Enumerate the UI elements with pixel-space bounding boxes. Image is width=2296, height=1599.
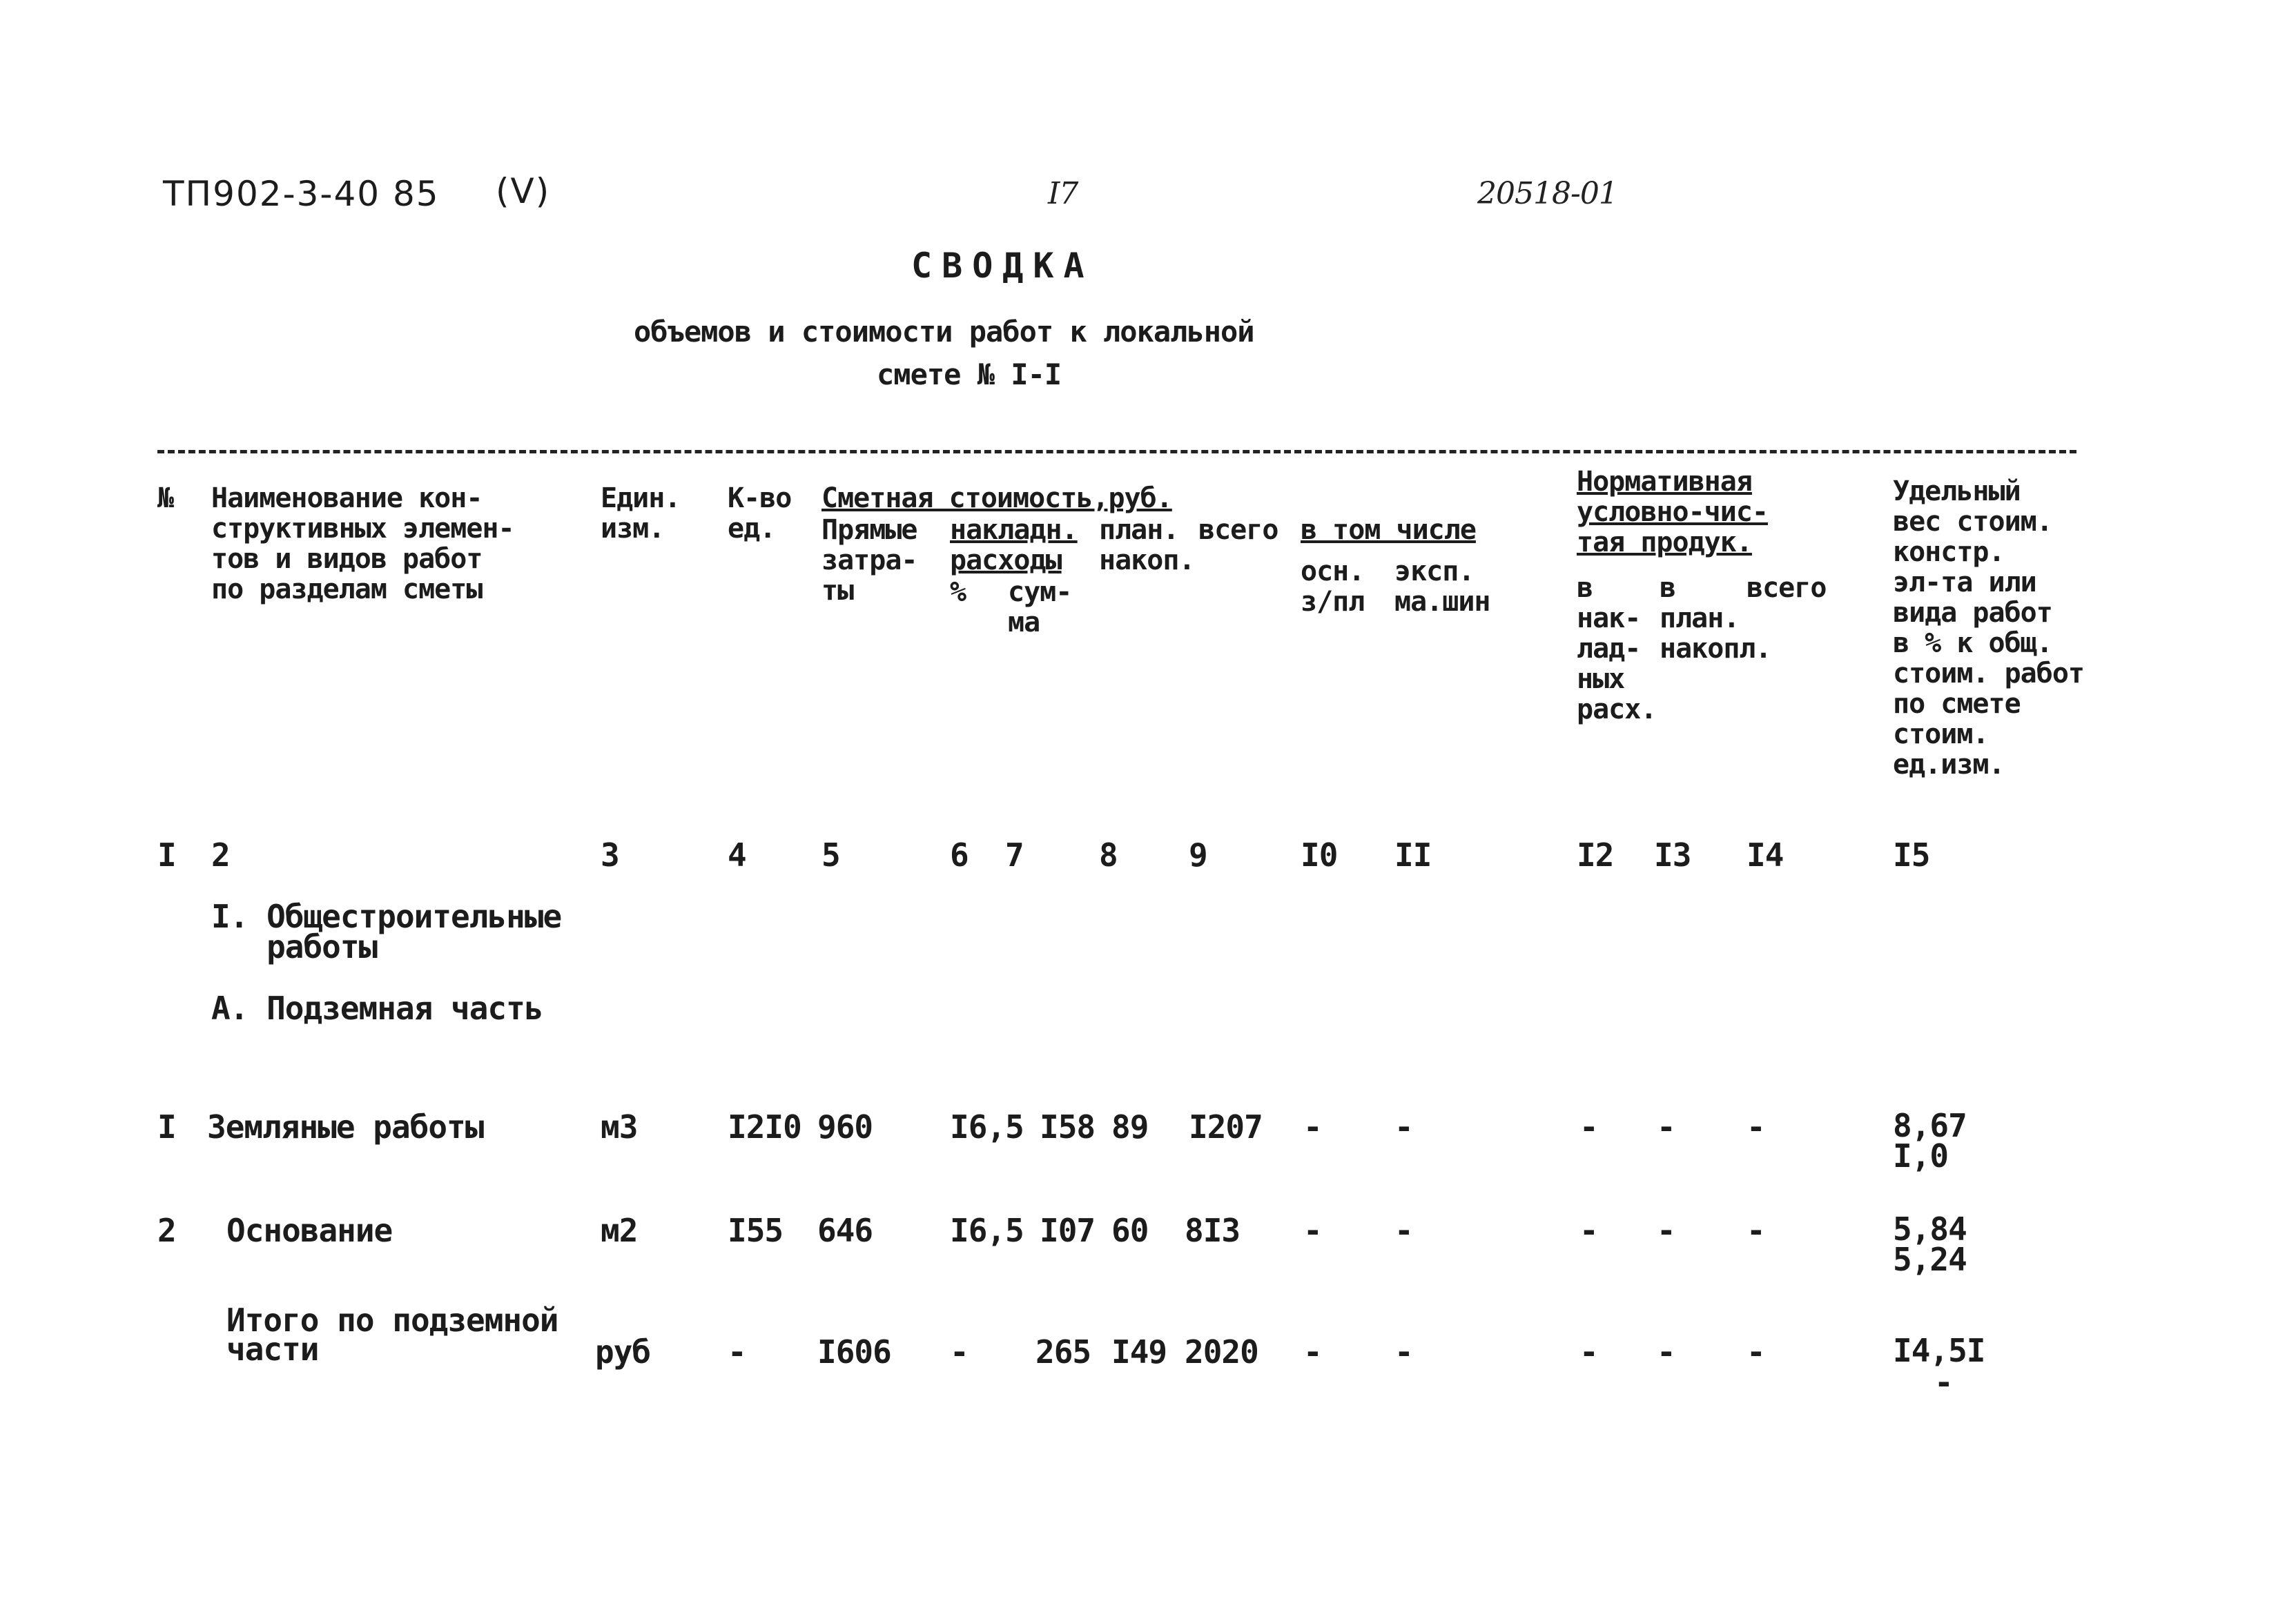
row2-total: 8I3	[1185, 1212, 1241, 1249]
doc-mark: (V)	[496, 171, 551, 211]
row2-qty: I55	[728, 1212, 784, 1249]
row1-overhead-sum: I58	[1040, 1108, 1096, 1146]
row1-c11: -	[1394, 1108, 1413, 1146]
total-row-c14: -	[1747, 1333, 1765, 1371]
table-top-divider	[157, 450, 2076, 453]
col-header-5: Прямые затра- ты	[821, 514, 917, 607]
col-header-6: %	[950, 576, 966, 608]
total-row-c13: -	[1657, 1333, 1675, 1371]
total-row-plan: I49	[1111, 1333, 1167, 1371]
row1-name: Земляные работы	[207, 1108, 484, 1146]
total-row-overhead-sum: 265	[1035, 1333, 1091, 1371]
row2-share-unit: 5,24	[1893, 1241, 1967, 1278]
row1-share-unit: I,0	[1893, 1137, 1949, 1175]
row1-c10: -	[1303, 1108, 1322, 1146]
row2-plan: 60	[1111, 1212, 1149, 1249]
col-group-cost: Сметная стоимость,руб.	[821, 482, 1172, 514]
total-row-qty: -	[728, 1333, 746, 1371]
row2-c12: -	[1579, 1212, 1598, 1249]
col-header-15: Удельный вес стоим. констр. эл-та или вида работ в % к общ. стоим. работ по смете стоим. ед.изм.	[1893, 475, 2084, 781]
total-row-name: Итого по подземной части	[226, 1302, 558, 1368]
col-number-8: 8	[1099, 836, 1118, 874]
row2-c14: -	[1747, 1212, 1765, 1249]
total-row-direct: I606	[817, 1333, 891, 1371]
col-number-9: 9	[1189, 836, 1207, 874]
total-row-share-unit: -	[1934, 1364, 1953, 1401]
section-underground-part: А. Подземная часть	[211, 990, 543, 1027]
archive-number: 20518-01	[1477, 176, 1617, 211]
row1-direct: 960	[817, 1108, 873, 1146]
row1-qty: I2I0	[728, 1108, 801, 1146]
col-number-3: 3	[601, 836, 619, 874]
total-row-total: 2020	[1185, 1333, 1258, 1371]
row1-unit: м3	[601, 1108, 638, 1146]
col-group-including: в том числе	[1301, 514, 1476, 546]
doc-title: СВОДКА	[911, 246, 1094, 286]
col-header-1: №	[157, 482, 174, 514]
row1-share-pct: 8,67	[1893, 1107, 1967, 1144]
col-number-7: 7	[1005, 836, 1024, 874]
col-header-11: эксп. ма.шин	[1394, 556, 1490, 618]
col-header-12: в нак- лад- ных расх.	[1577, 572, 1657, 725]
row2-unit: м2	[601, 1212, 638, 1249]
row2-overhead-sum: I07	[1040, 1212, 1096, 1249]
row2-c11: -	[1394, 1212, 1413, 1249]
col-group-normative: Нормативная условно-чис- тая продук.	[1577, 466, 1768, 558]
col-header-2: Наименование кон- структивных элемен- тов и видов работ по разделам сметы	[211, 482, 514, 605]
row1-plan: 89	[1111, 1108, 1149, 1146]
col-header-4: К-во ед.	[728, 482, 792, 545]
col-number-13: I3	[1654, 836, 1691, 874]
col-number-6: 6	[950, 836, 969, 874]
row1-number: I	[157, 1108, 176, 1146]
col-number-11: II	[1394, 836, 1432, 874]
total-row-unit: руб	[595, 1333, 651, 1371]
col-header-8: план. накоп.	[1099, 514, 1195, 576]
col-number-4: 4	[728, 836, 746, 874]
col-number-10: I0	[1301, 836, 1338, 874]
col-header-9: всего	[1198, 514, 1278, 546]
doc-code: ТП902-3-40 85	[163, 174, 440, 214]
section-general-works: I. Общестроительные работы	[211, 898, 562, 965]
row2-overhead-pct: I6,5	[950, 1212, 1024, 1249]
total-row-c10: -	[1303, 1333, 1322, 1371]
row2-number: 2	[157, 1212, 176, 1249]
doc-subtitle-line2: смете № I-I	[877, 357, 1062, 391]
row2-c13: -	[1657, 1212, 1675, 1249]
col-number-5: 5	[821, 836, 840, 874]
col-header-10: осн. з/пл	[1301, 556, 1365, 618]
total-row-share-pct: I4,5I	[1893, 1332, 1985, 1369]
total-row-c12: -	[1579, 1333, 1598, 1371]
total-row-overhead-pct: -	[950, 1333, 969, 1371]
col-number-14: I4	[1747, 836, 1784, 874]
doc-subtitle-line1: объемов и стоимости работ к локальной	[634, 315, 1254, 349]
row1-overhead-pct: I6,5	[950, 1108, 1024, 1146]
row1-c14: -	[1747, 1108, 1765, 1146]
col-header-13: в план. накопл.	[1660, 572, 1771, 665]
row1-c13: -	[1657, 1108, 1675, 1146]
col-number-12: I2	[1577, 836, 1614, 874]
row1-total: I207	[1189, 1108, 1263, 1146]
col-number-1: I	[157, 836, 176, 874]
col-header-7: сум- ма	[1008, 576, 1072, 638]
col-group-overhead: накладн. расходы	[950, 514, 1078, 576]
total-row-c11: -	[1394, 1333, 1413, 1371]
col-header-14: всего	[1747, 572, 1827, 604]
row1-c12: -	[1579, 1108, 1598, 1146]
col-number-2: 2	[211, 836, 230, 874]
row2-c10: -	[1303, 1212, 1322, 1249]
row2-name: Основание	[226, 1212, 393, 1249]
col-header-3: Един. изм.	[601, 482, 681, 545]
page-number: I7	[1048, 176, 1078, 211]
row2-share-pct: 5,84	[1893, 1210, 1967, 1248]
col-number-15: I5	[1893, 836, 1930, 874]
row2-direct: 646	[817, 1212, 873, 1249]
